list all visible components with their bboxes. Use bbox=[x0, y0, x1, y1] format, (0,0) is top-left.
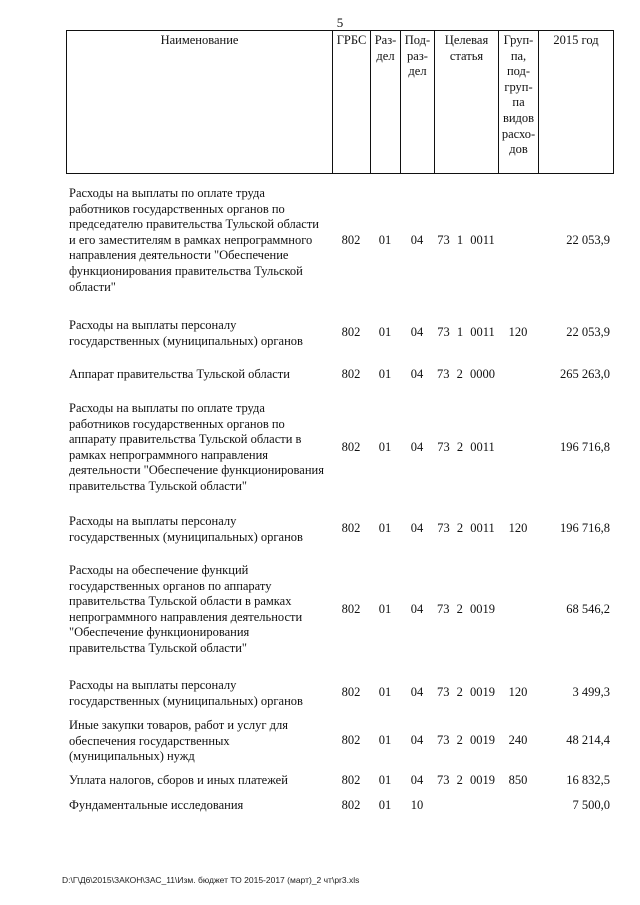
row-grbs: 802 bbox=[341, 233, 361, 247]
row-podrazdel: 04 bbox=[410, 602, 424, 616]
header-name: Наименование bbox=[66, 31, 332, 173]
row-podrazdel: 04 bbox=[410, 773, 424, 787]
row-grbs: 802 bbox=[341, 685, 361, 699]
row-grbs: 802 bbox=[341, 440, 361, 454]
row-target-article: 73 2 0019 bbox=[437, 602, 495, 616]
header-year-2015: 2015 год bbox=[538, 31, 614, 173]
row-group: 120 bbox=[508, 521, 528, 535]
row-grbs: 802 bbox=[341, 602, 361, 616]
row-razdel: 01 bbox=[378, 440, 392, 454]
row-target-article: 73 2 0019 bbox=[437, 733, 495, 747]
row-razdel: 01 bbox=[378, 602, 392, 616]
row-podrazdel: 10 bbox=[410, 798, 424, 812]
row-target-article: 73 2 0011 bbox=[437, 440, 495, 454]
row-sum: 3 499,3 bbox=[572, 685, 610, 699]
table-header bbox=[66, 30, 614, 174]
row-name: Фундаментальные исследования bbox=[69, 798, 244, 812]
row-podrazdel: 04 bbox=[410, 233, 424, 247]
header-target-article: Целевая статья bbox=[434, 31, 498, 173]
row-sum: 196 716,8 bbox=[560, 440, 610, 454]
row-group: 120 bbox=[508, 685, 528, 699]
file-path-footer: D:\Г\Д6\2015\ЗАКОН\ЗАС_11\Изм. бюджет ТО 2015-2017 (март)_2 чт\pr3.xls bbox=[62, 875, 360, 885]
row-grbs: 802 bbox=[341, 521, 361, 535]
row-name: Расходы на выплаты персоналу государственных (муниципальных) органов bbox=[69, 318, 303, 348]
row-podrazdel: 04 bbox=[410, 440, 424, 454]
row-podrazdel: 04 bbox=[410, 685, 424, 699]
row-group: 240 bbox=[508, 733, 528, 747]
row-sum: 16 832,5 bbox=[566, 773, 610, 787]
row-target-article: 73 2 0000 bbox=[437, 367, 495, 381]
row-razdel: 01 bbox=[378, 798, 392, 812]
row-sum: 68 546,2 bbox=[566, 602, 610, 616]
row-sum: 7 500,0 bbox=[572, 798, 610, 812]
row-name: Расходы на выплаты по оплате труда работников государственных органов по председателю правительства Тульской области и его заместителям в рамках непрограммного направления деятельности "Обеспечение функционирования правительства Тульской области" bbox=[69, 186, 319, 294]
row-sum: 196 716,8 bbox=[560, 521, 610, 535]
header-podrazdel: Под- раз- дел bbox=[400, 31, 434, 173]
row-podrazdel: 04 bbox=[410, 521, 424, 535]
row-group: 120 bbox=[508, 325, 528, 339]
header-grbs: ГРБС bbox=[332, 31, 370, 173]
row-sum: 22 053,9 bbox=[566, 233, 610, 247]
page-number: 5 bbox=[336, 15, 344, 30]
row-podrazdel: 04 bbox=[410, 325, 424, 339]
row-name: Расходы на выплаты персоналу государственных (муниципальных) органов bbox=[69, 514, 303, 544]
row-grbs: 802 bbox=[341, 325, 361, 339]
row-razdel: 01 bbox=[378, 685, 392, 699]
row-razdel: 01 bbox=[378, 521, 392, 535]
row-name: Иные закупки товаров, работ и услуг для обеспечения государственных (муниципальных) нужд bbox=[69, 718, 289, 764]
row-razdel: 01 bbox=[378, 773, 392, 787]
row-razdel: 01 bbox=[378, 733, 392, 747]
row-target-article: 73 2 0019 bbox=[437, 685, 495, 699]
row-name: Расходы на обеспечение функций государственных органов по аппарату правительства Тульской области в рамках непрограммного направления деятельности "Обеспечение функционирования правительства Тульской области" bbox=[69, 563, 303, 655]
header-razdel: Раз- дел bbox=[370, 31, 400, 173]
row-sum: 48 214,4 bbox=[566, 733, 610, 747]
row-sum: 22 053,9 bbox=[566, 325, 610, 339]
header-expense-group: Груп- па, под- груп- па видов расхо- дов bbox=[498, 31, 538, 173]
row-podrazdel: 04 bbox=[410, 733, 424, 747]
row-target-article: 73 2 0019 bbox=[437, 773, 495, 787]
row-grbs: 802 bbox=[341, 798, 361, 812]
row-name: Уплата налогов, сборов и иных платежей bbox=[69, 773, 288, 787]
row-sum: 265 263,0 bbox=[560, 367, 610, 381]
row-target-article: 73 1 0011 bbox=[437, 233, 495, 247]
row-grbs: 802 bbox=[341, 733, 361, 747]
row-target-article: 73 2 0011 bbox=[437, 521, 495, 535]
row-name: Аппарат правительства Тульской области bbox=[69, 367, 290, 381]
row-razdel: 01 bbox=[378, 325, 392, 339]
row-name: Расходы на выплаты персоналу государственных (муниципальных) органов bbox=[69, 678, 303, 708]
row-target-article: 73 1 0011 bbox=[437, 325, 495, 339]
row-razdel: 01 bbox=[378, 233, 392, 247]
row-grbs: 802 bbox=[341, 773, 361, 787]
row-podrazdel: 04 bbox=[410, 367, 424, 381]
row-razdel: 01 bbox=[378, 367, 392, 381]
row-grbs: 802 bbox=[341, 367, 361, 381]
row-group: 850 bbox=[508, 773, 528, 787]
row-name: Расходы на выплаты по оплате труда работников государственных органов по аппарату правительства Тульской области в рамках непрограммного направления деятельности "Обеспечение функционирования правительства Тульской области" bbox=[69, 401, 324, 493]
